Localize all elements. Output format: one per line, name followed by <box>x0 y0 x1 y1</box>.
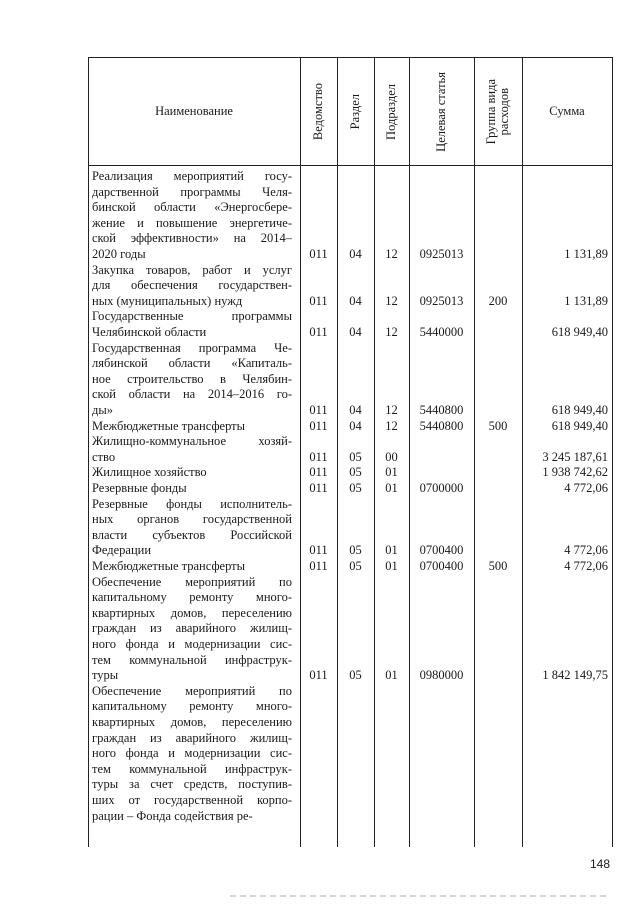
row-0-name-line: ской эффективности» на 2014– <box>92 231 292 246</box>
row-4-sum: 618 949,40 <box>551 418 608 433</box>
row-2-subsection: 12 <box>385 325 398 339</box>
row-8-name-line: ных органов государственной <box>92 512 292 527</box>
header-subsection-text: Подраздел <box>384 83 398 140</box>
row-3-name-line: Государственная программа Че- <box>92 340 292 355</box>
row-1-sum: 1 131,89 <box>564 293 608 308</box>
row-2-name-line: Государственные программы <box>92 309 292 324</box>
row-2-sum: 618 949,40 <box>551 325 608 339</box>
row-3-name-line: ской области на 2014–2016 го- <box>92 387 292 402</box>
row-6-section: 05 <box>349 465 362 480</box>
row-6-sum: 1 938 742,62 <box>542 465 608 480</box>
row-3-name-line: ное строительство в Челябин- <box>92 371 292 386</box>
header-bottom-border <box>88 165 613 166</box>
row-8-name-line: власти субъектов Российской <box>92 527 292 542</box>
row-3-sum: 618 949,40 <box>551 403 608 417</box>
row-1-name-line: ных (муниципальных) нужд <box>92 293 243 308</box>
row-8-target: 0700400 <box>419 543 464 558</box>
row-4-group: 500 <box>488 418 508 433</box>
row-0-name-line: 2020 годы <box>92 247 146 261</box>
row-11-name-line: туры за счет средств, поступив- <box>92 777 292 792</box>
row-3-dept: 011 <box>309 403 328 417</box>
row-9-dept: 011 <box>309 559 328 573</box>
row-0-name-line: Реализация мероприятий госу- <box>92 169 292 183</box>
row-4-subsection: 12 <box>385 418 398 433</box>
row-2-target: 5440000 <box>419 325 464 339</box>
row-4-section: 04 <box>349 418 362 433</box>
header-group <box>474 58 522 165</box>
col-border-group <box>474 57 475 847</box>
row-10-name-line: тем коммунальной инфраструк- <box>92 652 292 667</box>
row-10-name-line: ного фонда и модернизации сис- <box>92 637 292 651</box>
row-7-name-line: Резервные фонды <box>92 481 187 495</box>
header-dept-text: Ведомство <box>311 82 325 141</box>
row-7-subsection: 01 <box>385 481 398 495</box>
row-9-subsection: 01 <box>385 559 398 573</box>
row-8-name-line: Федерации <box>92 543 152 558</box>
row-2-section: 04 <box>349 325 362 339</box>
row-8-subsection: 01 <box>385 543 398 558</box>
row-10-subsection: 01 <box>385 668 398 683</box>
row-10-name-line: квартирных домов, переселению <box>92 605 292 620</box>
row-5-name-line: Жилищно-коммунальное хозяй- <box>92 434 292 449</box>
row-0-section: 04 <box>349 247 362 261</box>
row-4-target: 5440800 <box>419 418 464 433</box>
row-7-target: 0700000 <box>419 481 464 495</box>
row-0-sum: 1 131,89 <box>564 247 608 261</box>
header-name-text: Наименование <box>155 104 233 118</box>
header-section-text: Раздел <box>348 93 362 130</box>
row-8-name-line: Резервные фонды исполнитель- <box>92 496 292 511</box>
row-9-name-line: Межбюджетные трансферты <box>92 559 246 573</box>
row-9-sum: 4 772,06 <box>564 559 608 573</box>
header-target <box>409 58 474 165</box>
header-section <box>337 58 374 165</box>
row-10-name-line: граждан из аварийного жилищ- <box>92 621 292 636</box>
row-9-target: 0700400 <box>419 559 464 573</box>
row-4-dept: 011 <box>309 418 328 433</box>
row-0-name-line: бинской области «Энергосбере- <box>92 200 292 215</box>
row-11-name-line: ного фонда и модернизации сис- <box>92 746 292 761</box>
row-3-section: 04 <box>349 403 362 417</box>
header-sum-text: Сумма <box>549 104 585 118</box>
row-1-dept: 011 <box>309 293 328 308</box>
col-border-right <box>612 57 613 847</box>
col-border-sum <box>522 57 523 847</box>
row-0-dept: 011 <box>309 247 328 261</box>
row-8-section: 05 <box>349 543 362 558</box>
header-dept <box>300 58 337 165</box>
scan-artifact <box>230 895 610 897</box>
row-2-name-line: Челябинской области <box>92 325 207 339</box>
row-7-section: 05 <box>349 481 362 495</box>
row-9-group: 500 <box>488 559 508 573</box>
row-6-name-line: Жилищное хозяйство <box>92 465 207 480</box>
row-1-name-line: для обеспечения государствен- <box>92 278 292 293</box>
row-0-target: 0925013 <box>419 247 464 261</box>
row-11-name-line: рации – Фонда содействия ре- <box>92 808 253 823</box>
row-0-subsection: 12 <box>385 247 398 261</box>
row-11-name-line: капитальному ремонту много- <box>92 699 292 714</box>
row-1-name-line: Закупка товаров, работ и услуг <box>92 262 292 277</box>
row-10-dept: 011 <box>309 668 328 683</box>
row-5-section: 05 <box>349 449 362 464</box>
row-1-group: 200 <box>488 293 508 308</box>
header-group-text: Группа вида расходов <box>484 78 511 145</box>
page-number: 148 <box>590 857 611 871</box>
row-5-name-line: ство <box>92 449 116 464</box>
row-2-dept: 011 <box>309 325 328 339</box>
row-0-name-line: жение и повышение энергетиче- <box>92 215 292 230</box>
row-3-target: 5440800 <box>419 403 464 417</box>
row-8-dept: 011 <box>309 543 328 558</box>
col-border-left <box>88 57 89 847</box>
row-3-name-line: лябинской области «Капиталь- <box>92 356 292 371</box>
row-11-name-line: граждан из аварийного жилищ- <box>92 730 292 745</box>
header-target-text: Целевая статья <box>434 71 448 152</box>
row-11-name-line: Обеспечение мероприятий по <box>92 683 292 698</box>
header-subsection <box>374 58 409 165</box>
row-5-dept: 011 <box>309 449 328 464</box>
row-10-section: 05 <box>349 668 362 683</box>
row-10-target: 0980000 <box>419 668 464 683</box>
row-6-subsection: 01 <box>385 465 398 480</box>
row-7-sum: 4 772,06 <box>564 481 608 495</box>
row-7-dept: 011 <box>309 481 328 495</box>
row-1-section: 04 <box>349 293 362 308</box>
row-10-name-line: туры <box>92 668 119 683</box>
row-0-name-line: дарственной программы Челя- <box>92 184 292 199</box>
row-6-dept: 011 <box>309 465 328 480</box>
row-10-name-line: Обеспечение мероприятий по <box>92 574 292 589</box>
row-9-section: 05 <box>349 559 362 573</box>
row-4-name-line: Межбюджетные трансферты <box>92 418 246 433</box>
row-10-name-line: капитальному ремонту много- <box>92 590 292 605</box>
header-sum <box>522 58 612 165</box>
row-3-subsection: 12 <box>385 403 398 417</box>
row-10-sum: 1 842 149,75 <box>542 668 608 683</box>
row-11-name-line: тем коммунальной инфраструк- <box>92 761 292 776</box>
row-11-name-line: ших от государственной корпо- <box>92 793 292 807</box>
row-11-name-line: квартирных домов, переселению <box>92 715 292 729</box>
header-name <box>88 58 300 165</box>
row-5-subsection: 00 <box>385 449 398 464</box>
row-3-name-line: ды» <box>92 403 114 417</box>
col-border-target <box>409 57 410 847</box>
row-8-sum: 4 772,06 <box>564 543 608 558</box>
row-1-target: 0925013 <box>419 293 464 308</box>
row-1-subsection: 12 <box>385 293 398 308</box>
row-5-sum: 3 245 187,61 <box>542 449 608 464</box>
